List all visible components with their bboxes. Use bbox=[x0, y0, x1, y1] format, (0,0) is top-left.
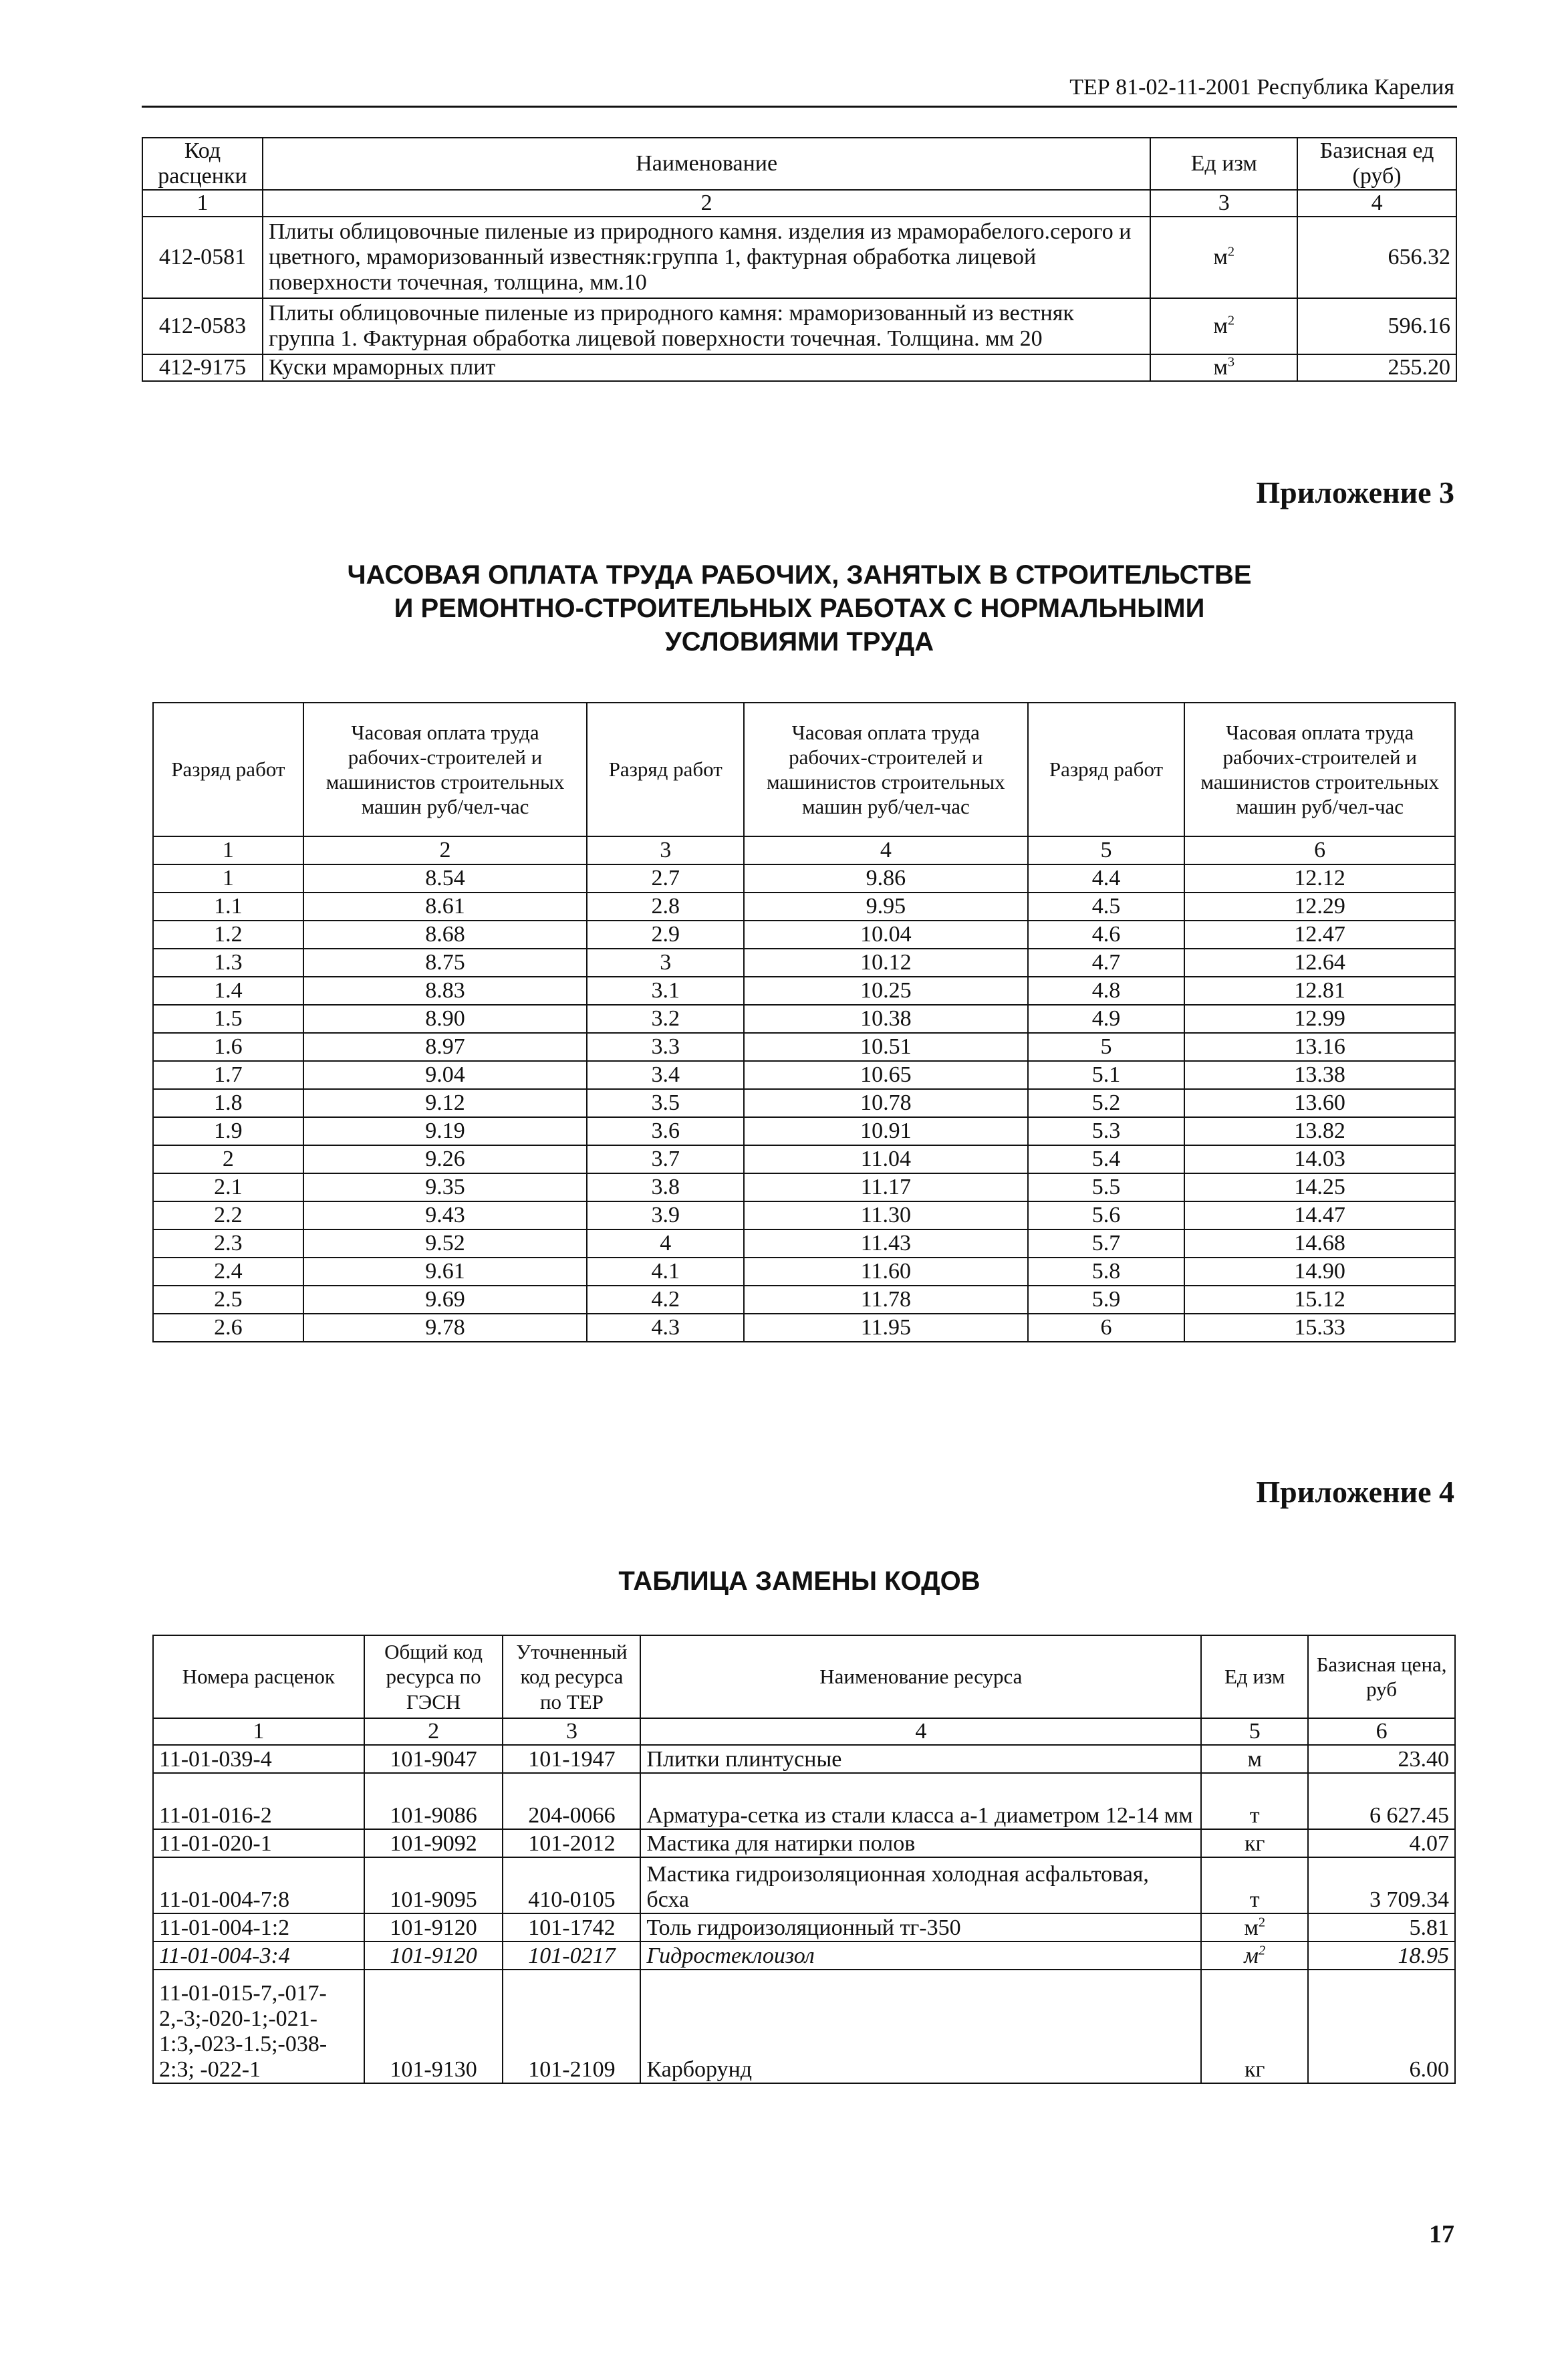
rate-numbers-cell: 11-01-004-3:4 bbox=[153, 1941, 364, 1970]
title-line: УСЛОВИЯМИ ТРУДА bbox=[664, 627, 934, 657]
table-row bbox=[153, 1286, 1455, 1314]
ter-code-cell: 101-1742 bbox=[503, 1913, 640, 1941]
price-cell: 255.20 bbox=[1297, 354, 1456, 381]
rate-numbers-cell: 11-01-004-7:8 bbox=[153, 1857, 364, 1913]
table-header-row bbox=[153, 703, 1455, 836]
header-rule bbox=[142, 106, 1457, 108]
table-row bbox=[153, 977, 1455, 1005]
price-cell: 4.07 bbox=[1308, 1829, 1455, 1857]
wage-cell: 8.97 bbox=[303, 1033, 587, 1061]
index-cell: 2 bbox=[263, 190, 1150, 217]
grade-cell: 2.8 bbox=[587, 893, 744, 921]
wage-cell: 8.83 bbox=[303, 977, 587, 1005]
index-cell: 5 bbox=[1201, 1718, 1308, 1745]
grade-cell: 5.6 bbox=[1028, 1201, 1185, 1229]
grade-cell: 4.5 bbox=[1028, 893, 1185, 921]
rate-numbers-cell: 11-01-015-7,-017-2,-3;-020-1;-021-1:3,-023-1.5;-038-2:3; -022-1 bbox=[153, 1970, 364, 2083]
ter-code-cell: 101-2012 bbox=[503, 1829, 640, 1857]
table-row bbox=[153, 1857, 1455, 1913]
rate-numbers-cell: 11-01-004-1:2 bbox=[153, 1913, 364, 1941]
table-row bbox=[153, 1117, 1455, 1145]
table-header-row bbox=[142, 138, 1456, 190]
table-row bbox=[153, 949, 1455, 977]
name-cell: Куски мраморных плит bbox=[263, 354, 1150, 381]
gesn-code-cell: 101-9120 bbox=[364, 1913, 503, 1941]
table-row bbox=[153, 1314, 1455, 1342]
index-cell: 3 bbox=[1150, 190, 1297, 217]
grade-cell: 1.7 bbox=[153, 1061, 303, 1089]
wage-cell: 11.43 bbox=[744, 1229, 1028, 1258]
table-row bbox=[153, 1829, 1455, 1857]
rate-numbers-cell: 11-01-039-4 bbox=[153, 1745, 364, 1773]
appendix-4-title: ТАБЛИЦА ЗАМЕНЫ КОДОВ bbox=[618, 1566, 981, 1596]
name-cell: Плиты облицовочные пиленые из природного камня: мраморизованный из вестняк группа 1. Фактурная обработка лицевой поверхности точечная. Толщина. мм 20 bbox=[263, 298, 1150, 354]
wage-cell: 12.47 bbox=[1184, 921, 1455, 949]
grade-cell: 1.2 bbox=[153, 921, 303, 949]
gesn-code-cell: 101-9120 bbox=[364, 1941, 503, 1970]
resource-name-cell: Плитки плинтусные bbox=[640, 1745, 1201, 1773]
wage-cell: 15.33 bbox=[1184, 1314, 1455, 1342]
grade-cell: 4.2 bbox=[587, 1286, 744, 1314]
price-cell: 656.32 bbox=[1297, 217, 1456, 298]
unit-cell: $м^2$ bbox=[1150, 298, 1297, 354]
title-line: И РЕМОНТНО-СТРОИТЕЛЬНЫХ РАБОТАХ С НОРМАЛЬНЫМИ bbox=[394, 594, 1205, 623]
grade-cell: 3.8 bbox=[587, 1173, 744, 1201]
unit-cell: $м^2$ bbox=[1201, 1941, 1308, 1970]
wage-cell: 15.12 bbox=[1184, 1286, 1455, 1314]
header-unit: Ед изм bbox=[1201, 1635, 1308, 1718]
table-row bbox=[142, 298, 1456, 354]
grade-cell: 4.8 bbox=[1028, 977, 1185, 1005]
ter-code-cell: 101-1947 bbox=[503, 1745, 640, 1773]
header-grade: Разряд работ bbox=[1028, 703, 1185, 836]
wage-cell: 14.68 bbox=[1184, 1229, 1455, 1258]
grade-cell: 1.8 bbox=[153, 1089, 303, 1117]
grade-cell: 5.2 bbox=[1028, 1089, 1185, 1117]
wage-cell: 11.04 bbox=[744, 1145, 1028, 1173]
wage-cell: 10.65 bbox=[744, 1061, 1028, 1089]
grade-cell: 5.5 bbox=[1028, 1173, 1185, 1201]
wage-cell: 8.75 bbox=[303, 949, 587, 977]
index-cell: 4 bbox=[640, 1718, 1201, 1745]
grade-cell: 3.9 bbox=[587, 1201, 744, 1229]
table-row bbox=[153, 1258, 1455, 1286]
column-index-row bbox=[153, 836, 1455, 864]
price-cell: 6.00 bbox=[1308, 1970, 1455, 2083]
hourly-wage-table bbox=[152, 702, 1456, 1342]
table-row bbox=[153, 1201, 1455, 1229]
column-index-row bbox=[142, 190, 1456, 217]
unit-cell: кг bbox=[1201, 1970, 1308, 2083]
grade-cell: 5.1 bbox=[1028, 1061, 1185, 1089]
unit-cell: $м^2$ bbox=[1201, 1913, 1308, 1941]
unit-cell: м bbox=[1201, 1745, 1308, 1773]
wage-cell: 8.54 bbox=[303, 864, 587, 893]
grade-cell: 5.4 bbox=[1028, 1145, 1185, 1173]
grade-cell: 3.6 bbox=[587, 1117, 744, 1145]
wage-cell: 10.38 bbox=[744, 1005, 1028, 1033]
wage-cell: 9.43 bbox=[303, 1201, 587, 1229]
index-cell: 4 bbox=[1297, 190, 1456, 217]
wage-cell: 9.04 bbox=[303, 1061, 587, 1089]
appendix-4-label: Приложение 4 bbox=[1256, 1475, 1454, 1509]
index-cell: 6 bbox=[1184, 836, 1455, 864]
grade-cell: 3.7 bbox=[587, 1145, 744, 1173]
table-row bbox=[153, 1061, 1455, 1089]
wage-cell: 11.30 bbox=[744, 1201, 1028, 1229]
grade-cell: 4 bbox=[587, 1229, 744, 1258]
wage-cell: 10.91 bbox=[744, 1117, 1028, 1145]
wage-cell: 10.78 bbox=[744, 1089, 1028, 1117]
resource-name-cell: Мастика для натирки полов bbox=[640, 1829, 1201, 1857]
wage-cell: 9.95 bbox=[744, 893, 1028, 921]
gesn-code-cell: 101-9130 bbox=[364, 1970, 503, 2083]
table-row bbox=[153, 1745, 1455, 1773]
grade-cell: 1 bbox=[153, 864, 303, 893]
wage-cell: 11.60 bbox=[744, 1258, 1028, 1286]
table-row bbox=[153, 1089, 1455, 1117]
rate-numbers-cell: 11-01-020-1 bbox=[153, 1829, 364, 1857]
grade-cell: 4.6 bbox=[1028, 921, 1185, 949]
header-name: Наименование bbox=[263, 138, 1150, 190]
grade-cell: 6 bbox=[1028, 1314, 1185, 1342]
index-cell: 1 bbox=[153, 1718, 364, 1745]
grade-cell: 4.4 bbox=[1028, 864, 1185, 893]
table-row bbox=[153, 1229, 1455, 1258]
resource-name-cell: Мастика гидроизоляционная холодная асфальтовая, бсха bbox=[640, 1857, 1201, 1913]
index-cell: 4 bbox=[744, 836, 1028, 864]
grade-cell: 4.9 bbox=[1028, 1005, 1185, 1033]
table-header-row bbox=[153, 1635, 1455, 1718]
index-cell: 1 bbox=[142, 190, 263, 217]
unit-cell: $м^2$ bbox=[1150, 217, 1297, 298]
wage-cell: 14.03 bbox=[1184, 1145, 1455, 1173]
wage-cell: 12.29 bbox=[1184, 893, 1455, 921]
header-grade: Разряд работ bbox=[153, 703, 303, 836]
index-cell: 2 bbox=[303, 836, 587, 864]
price-cell: 3 709.34 bbox=[1308, 1857, 1455, 1913]
index-cell: 5 bbox=[1028, 836, 1185, 864]
wage-cell: 8.68 bbox=[303, 921, 587, 949]
price-cell: 5.81 bbox=[1308, 1913, 1455, 1941]
grade-cell: 5.9 bbox=[1028, 1286, 1185, 1314]
gesn-code-cell: 101-9086 bbox=[364, 1773, 503, 1829]
header-rate-numbers: Номера расценок bbox=[153, 1635, 364, 1718]
grade-cell: 5.7 bbox=[1028, 1229, 1185, 1258]
header-wage: Часовая оплата труда рабочих-строителей и машинистов строительных машин руб/чел-час bbox=[744, 703, 1028, 836]
wage-cell: 13.16 bbox=[1184, 1033, 1455, 1061]
grade-cell: 1.4 bbox=[153, 977, 303, 1005]
unit-cell: т bbox=[1201, 1773, 1308, 1829]
wage-cell: 12.81 bbox=[1184, 977, 1455, 1005]
table-row bbox=[153, 1913, 1455, 1941]
header-price: Базисная ед (руб) bbox=[1297, 138, 1456, 190]
wage-cell: 11.17 bbox=[744, 1173, 1028, 1201]
wage-cell: 9.69 bbox=[303, 1286, 587, 1314]
table-row bbox=[153, 1970, 1455, 2083]
unit-cell: кг bbox=[1201, 1829, 1308, 1857]
price-cell: 23.40 bbox=[1308, 1745, 1455, 1773]
wage-cell: 10.51 bbox=[744, 1033, 1028, 1061]
grade-cell: 1.3 bbox=[153, 949, 303, 977]
code-replacement-table bbox=[152, 1635, 1456, 2084]
appendix-3-title bbox=[142, 558, 1457, 659]
grade-cell: 2.2 bbox=[153, 1201, 303, 1229]
wage-cell: 9.19 bbox=[303, 1117, 587, 1145]
index-cell: 2 bbox=[364, 1718, 503, 1745]
grade-cell: 2.6 bbox=[153, 1314, 303, 1342]
grade-cell: 4.1 bbox=[587, 1258, 744, 1286]
grade-cell: 1.5 bbox=[153, 1005, 303, 1033]
gesn-code-cell: 101-9047 bbox=[364, 1745, 503, 1773]
wage-cell: 9.86 bbox=[744, 864, 1028, 893]
column-index-row bbox=[153, 1718, 1455, 1745]
table-row bbox=[153, 864, 1455, 893]
table-row bbox=[153, 1033, 1455, 1061]
grade-cell: 2.1 bbox=[153, 1173, 303, 1201]
running-header: ТЕР 81-02-11-2001 Республика Карелия bbox=[1069, 75, 1454, 100]
wage-cell: 11.78 bbox=[744, 1286, 1028, 1314]
table-row bbox=[153, 921, 1455, 949]
header-grade: Разряд работ bbox=[587, 703, 744, 836]
header-unit: Ед изм bbox=[1150, 138, 1297, 190]
grade-cell: 5.8 bbox=[1028, 1258, 1185, 1286]
gesn-code-cell: 101-9092 bbox=[364, 1829, 503, 1857]
wage-cell: 14.47 bbox=[1184, 1201, 1455, 1229]
ter-code-cell: 204-0066 bbox=[503, 1773, 640, 1829]
wage-cell: 11.95 bbox=[744, 1314, 1028, 1342]
title-line: ЧАСОВАЯ ОПЛАТА ТРУДА РАБОЧИХ, ЗАНЯТЫХ В СТРОИТЕЛЬСТВЕ bbox=[347, 560, 1252, 590]
wage-cell: 13.60 bbox=[1184, 1089, 1455, 1117]
grade-cell: 2.5 bbox=[153, 1286, 303, 1314]
code-cell: 412-0581 bbox=[142, 217, 263, 298]
grade-cell: 2.3 bbox=[153, 1229, 303, 1258]
wage-cell: 9.61 bbox=[303, 1258, 587, 1286]
wage-cell: 9.35 bbox=[303, 1173, 587, 1201]
materials-price-table bbox=[142, 137, 1457, 382]
wage-cell: 10.12 bbox=[744, 949, 1028, 977]
table-row bbox=[153, 893, 1455, 921]
wage-cell: 9.12 bbox=[303, 1089, 587, 1117]
gesn-code-cell: 101-9095 bbox=[364, 1857, 503, 1913]
unit-cell: $м^3$ bbox=[1150, 354, 1297, 381]
index-cell: 1 bbox=[153, 836, 303, 864]
wage-cell: 10.04 bbox=[744, 921, 1028, 949]
header-wage: Часовая оплата труда рабочих-строителей и машинистов строительных машин руб/чел-час bbox=[1184, 703, 1455, 836]
price-cell: 6 627.45 bbox=[1308, 1773, 1455, 1829]
wage-cell: 13.38 bbox=[1184, 1061, 1455, 1089]
unit-cell: т bbox=[1201, 1857, 1308, 1913]
grade-cell: 3 bbox=[587, 949, 744, 977]
rate-numbers-cell: 11-01-016-2 bbox=[153, 1773, 364, 1829]
wage-cell: 9.52 bbox=[303, 1229, 587, 1258]
wage-cell: 13.82 bbox=[1184, 1117, 1455, 1145]
grade-cell: 1.1 bbox=[153, 893, 303, 921]
grade-cell: 2.7 bbox=[587, 864, 744, 893]
grade-cell: 1.9 bbox=[153, 1117, 303, 1145]
header-code: Код расценки bbox=[142, 138, 263, 190]
table-row bbox=[153, 1173, 1455, 1201]
header-gesn-code: Общий код ресурса по ГЭСН bbox=[364, 1635, 503, 1718]
wage-cell: 9.78 bbox=[303, 1314, 587, 1342]
grade-cell: 5 bbox=[1028, 1033, 1185, 1061]
wage-cell: 12.64 bbox=[1184, 949, 1455, 977]
grade-cell: 5.3 bbox=[1028, 1117, 1185, 1145]
wage-cell: 12.99 bbox=[1184, 1005, 1455, 1033]
wage-cell: 10.25 bbox=[744, 977, 1028, 1005]
code-cell: 412-9175 bbox=[142, 354, 263, 381]
wage-cell: 8.90 bbox=[303, 1005, 587, 1033]
code-cell: 412-0583 bbox=[142, 298, 263, 354]
wage-cell: 9.26 bbox=[303, 1145, 587, 1173]
grade-cell: 1.6 bbox=[153, 1033, 303, 1061]
grade-cell: 3.3 bbox=[587, 1033, 744, 1061]
header-price: Базисная цена, руб bbox=[1308, 1635, 1455, 1718]
grade-cell: 4.3 bbox=[587, 1314, 744, 1342]
grade-cell: 3.1 bbox=[587, 977, 744, 1005]
table-row bbox=[153, 1773, 1455, 1829]
header-resource-name: Наименование ресурса bbox=[640, 1635, 1201, 1718]
price-cell: 18.95 bbox=[1308, 1941, 1455, 1970]
grade-cell: 2 bbox=[153, 1145, 303, 1173]
ter-code-cell: 101-2109 bbox=[503, 1970, 640, 2083]
wage-cell: 12.12 bbox=[1184, 864, 1455, 893]
price-cell: 596.16 bbox=[1297, 298, 1456, 354]
header-wage: Часовая оплата труда рабочих-строителей и машинистов строительных машин руб/чел-час bbox=[303, 703, 587, 836]
table-row bbox=[153, 1145, 1455, 1173]
resource-name-cell: Гидростеклоизол bbox=[640, 1941, 1201, 1970]
wage-cell: 14.25 bbox=[1184, 1173, 1455, 1201]
grade-cell: 3.5 bbox=[587, 1089, 744, 1117]
page-number: 17 bbox=[1429, 2220, 1454, 2248]
index-cell: 6 bbox=[1308, 1718, 1455, 1745]
grade-cell: 3.4 bbox=[587, 1061, 744, 1089]
header-ter-code: Уточненный код ресурса по ТЕР bbox=[503, 1635, 640, 1718]
table-row bbox=[142, 354, 1456, 381]
resource-name-cell: Карборунд bbox=[640, 1970, 1201, 2083]
resource-name-cell: Арматура-сетка из стали класса а-1 диаметром 12-14 мм bbox=[640, 1773, 1201, 1829]
grade-cell: 2.4 bbox=[153, 1258, 303, 1286]
grade-cell: 2.9 bbox=[587, 921, 744, 949]
table-row bbox=[142, 217, 1456, 298]
wage-cell: 14.90 bbox=[1184, 1258, 1455, 1286]
wage-cell: 8.61 bbox=[303, 893, 587, 921]
ter-code-cell: 410-0105 bbox=[503, 1857, 640, 1913]
appendix-3-label: Приложение 3 bbox=[1256, 475, 1454, 509]
index-cell: 3 bbox=[587, 836, 744, 864]
resource-name-cell: Толь гидроизоляционный тг-350 bbox=[640, 1913, 1201, 1941]
table-row bbox=[153, 1941, 1455, 1970]
name-cell: Плиты облицовочные пиленые из природного камня. изделия из мраморабелого.серого и цветного, мраморизованный известняк:группа 1, фактурная обработка лицевой поверхности точечная, толщина, мм.10 bbox=[263, 217, 1150, 298]
index-cell: 3 bbox=[503, 1718, 640, 1745]
ter-code-cell: 101-0217 bbox=[503, 1941, 640, 1970]
table-row bbox=[153, 1005, 1455, 1033]
grade-cell: 4.7 bbox=[1028, 949, 1185, 977]
grade-cell: 3.2 bbox=[587, 1005, 744, 1033]
